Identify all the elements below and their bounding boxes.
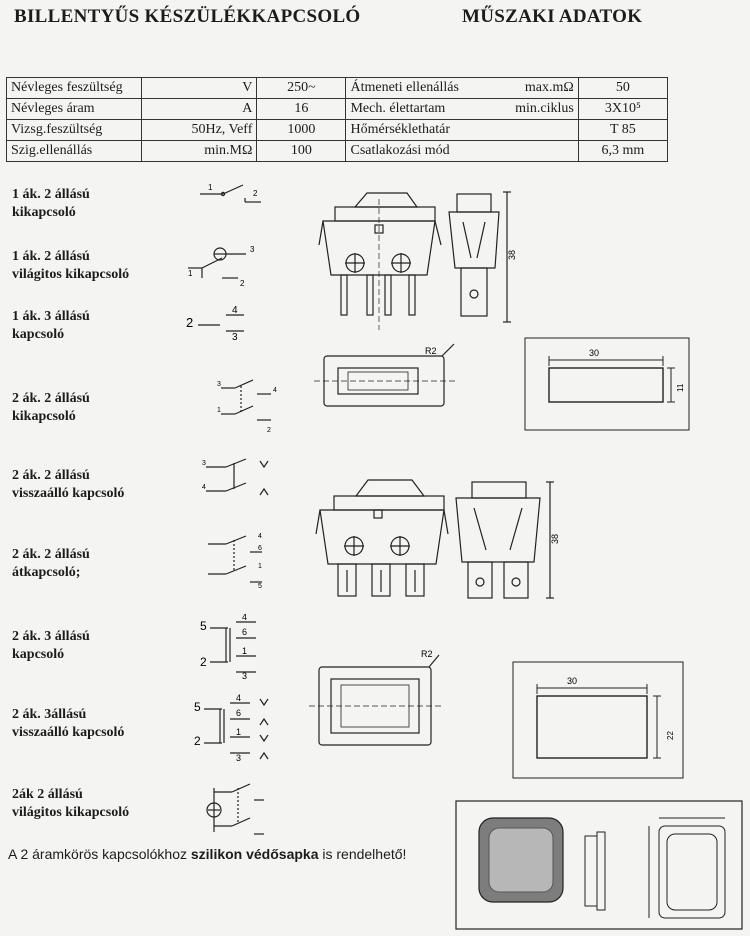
svg-text:3: 3 bbox=[232, 332, 238, 343]
spec-name-2 bbox=[346, 141, 578, 162]
radius-label-2: R2 bbox=[421, 649, 433, 659]
spec-value: 100 bbox=[257, 141, 346, 162]
switch-type-label bbox=[12, 308, 90, 344]
switch-type-line2: kapcsoló bbox=[12, 647, 65, 662]
spec-value: 16 bbox=[257, 99, 346, 120]
spec-value-2: 50 bbox=[578, 78, 667, 99]
spec-row bbox=[7, 141, 668, 162]
spec-label-2: Átmeneti ellenállás bbox=[350, 80, 459, 95]
svg-text:2: 2 bbox=[194, 734, 201, 748]
radius-label-1: R2 bbox=[425, 346, 437, 356]
svg-text:1: 1 bbox=[242, 646, 248, 656]
symbol-1p2pos-lit bbox=[180, 240, 270, 288]
spec-label-2: Mech. élettartam bbox=[350, 101, 446, 116]
spec-name-2 bbox=[346, 99, 578, 120]
switch-front-view-2 bbox=[312, 474, 452, 604]
spec-unit: V bbox=[141, 78, 257, 99]
switch-type-line1: 2 ák. 2 állású bbox=[12, 468, 90, 483]
spec-unit: A bbox=[141, 99, 257, 120]
spec-unit-2: max.mΩ bbox=[524, 80, 574, 95]
spec-unit: 50Hz, Veff bbox=[141, 120, 257, 141]
spec-label-2: Csatlakozási mód bbox=[350, 143, 450, 158]
svg-text:2: 2 bbox=[240, 279, 245, 288]
cutout-width-1: 30 bbox=[589, 348, 600, 358]
svg-text:1: 1 bbox=[236, 727, 242, 737]
svg-text:4: 4 bbox=[202, 484, 206, 491]
switch-type-line1: 2ák 2 állású bbox=[12, 787, 83, 802]
switch-type-line2: kikapcsoló bbox=[12, 409, 76, 424]
svg-text:3: 3 bbox=[236, 753, 242, 763]
spec-name-2 bbox=[346, 120, 578, 141]
switch-type-line1: 1 ák. 2 állású bbox=[12, 249, 90, 264]
spec-row bbox=[7, 99, 668, 120]
spec-value-2: T 85 bbox=[578, 120, 667, 141]
spec-unit: min.MΩ bbox=[141, 141, 257, 162]
silicone-cap-illustration bbox=[455, 800, 745, 932]
spec-row bbox=[7, 78, 668, 99]
svg-text:5: 5 bbox=[200, 619, 207, 633]
switch-type-line1: 2 ák. 2 állású bbox=[12, 391, 90, 406]
svg-text:4: 4 bbox=[232, 305, 238, 316]
spec-unit-2: min.ciklus bbox=[515, 101, 574, 116]
switch-type-line2: világitos kikapcsoló bbox=[12, 805, 130, 820]
switch-type-line2: kikapcsoló bbox=[12, 205, 76, 220]
switch-type-label bbox=[12, 186, 90, 222]
symbol-2p2pos-off bbox=[215, 376, 285, 436]
svg-text:5: 5 bbox=[258, 583, 262, 590]
symbol-2p3pos bbox=[196, 614, 276, 680]
svg-text:2: 2 bbox=[200, 655, 207, 669]
switch-side-view-2 bbox=[452, 478, 562, 604]
switch-top-view-1 bbox=[310, 340, 460, 420]
spec-row bbox=[7, 120, 668, 141]
svg-text:1: 1 bbox=[208, 183, 213, 192]
switch-type-line2: átkapcsoló; bbox=[12, 565, 81, 580]
symbol-2p2pos-return bbox=[200, 455, 280, 505]
switch-type-line1: 2 ák. 3 állású bbox=[12, 629, 90, 644]
switch-type-line1: 2 ák. 3állású bbox=[12, 707, 87, 722]
switch-type-label bbox=[12, 706, 124, 742]
svg-text:4: 4 bbox=[258, 533, 262, 540]
svg-text:6: 6 bbox=[236, 708, 242, 718]
footer-note: A 2 áramkörös kapcsolókhoz szilikon védősapka is rendelhető! bbox=[8, 846, 407, 862]
spec-label-2: Hőmérséklethatár bbox=[350, 122, 450, 137]
spec-name: Vizsg.feszültség bbox=[7, 120, 142, 141]
spec-name: Szig.ellenállás bbox=[7, 141, 142, 162]
symbol-2p2pos-changeover bbox=[200, 530, 280, 590]
switch-side-view-1 bbox=[445, 188, 525, 334]
switch-type-line2: kapcsoló bbox=[12, 327, 65, 342]
svg-text:4: 4 bbox=[236, 693, 242, 703]
svg-text:3: 3 bbox=[217, 381, 221, 388]
switch-front-view-1 bbox=[315, 185, 445, 335]
switch-type-line2: visszaálló kapcsoló bbox=[12, 725, 125, 740]
switch-type-line1: 2 ák. 2 állású bbox=[12, 547, 90, 562]
spec-name: Névleges feszültség bbox=[7, 78, 142, 99]
svg-text:4: 4 bbox=[273, 387, 277, 394]
spec-name: Névleges áram bbox=[7, 99, 142, 120]
height-dimension-2: 38 bbox=[550, 533, 560, 544]
spec-table bbox=[6, 77, 668, 162]
switch-type-line2: világitos kikapcsoló bbox=[12, 267, 130, 282]
svg-text:2: 2 bbox=[186, 315, 194, 330]
svg-text:3: 3 bbox=[250, 245, 255, 254]
svg-text:3: 3 bbox=[202, 460, 206, 467]
switch-type-label bbox=[12, 467, 124, 503]
switch-top-view-2 bbox=[305, 645, 445, 755]
spec-value: 250~ bbox=[257, 78, 346, 99]
switch-type-line1: 1 ák. 2 állású bbox=[12, 187, 90, 202]
panel-cutout-1 bbox=[523, 336, 693, 434]
switch-type-line1: 1 ák. 3 állású bbox=[12, 309, 90, 324]
svg-text:1: 1 bbox=[188, 269, 193, 278]
spec-value: 1000 bbox=[257, 120, 346, 141]
svg-text:1: 1 bbox=[258, 563, 262, 570]
symbol-2p2pos-lit bbox=[198, 780, 278, 840]
switch-type-label bbox=[12, 546, 90, 582]
note-highlight: szilikon védősapka bbox=[190, 846, 319, 862]
symbol-2p3pos-return bbox=[190, 693, 280, 765]
height-dimension-1: 38 bbox=[507, 249, 517, 260]
panel-cutout-2 bbox=[511, 660, 685, 780]
spec-name-2 bbox=[346, 78, 578, 99]
symbol-1p2pos-off bbox=[195, 180, 275, 210]
switch-type-label bbox=[12, 248, 129, 284]
svg-text:5: 5 bbox=[194, 700, 201, 714]
cutout-width-2: 30 bbox=[567, 676, 578, 686]
svg-text:4: 4 bbox=[242, 614, 248, 622]
section-title: MŰSZAKI ADATOK bbox=[462, 6, 643, 27]
spec-value-2: 6,3 mm bbox=[578, 141, 667, 162]
cutout-height-1: 11 bbox=[676, 383, 685, 392]
switch-type-line2: visszaálló kapcsoló bbox=[12, 486, 125, 501]
svg-text:6: 6 bbox=[242, 627, 248, 637]
symbol-1p3pos bbox=[184, 305, 264, 343]
svg-text:2: 2 bbox=[253, 189, 258, 198]
cutout-height-2: 22 bbox=[666, 731, 675, 740]
svg-text:6: 6 bbox=[258, 545, 262, 552]
svg-text:3: 3 bbox=[242, 671, 248, 680]
switch-type-label bbox=[12, 390, 90, 426]
page-title: BILLENTYŰS KÉSZÜLÉKKAPCSOLÓ bbox=[14, 6, 361, 27]
svg-text:2: 2 bbox=[267, 427, 271, 434]
svg-text:1: 1 bbox=[217, 407, 221, 414]
switch-type-label bbox=[12, 628, 90, 664]
spec-value-2: 3X10⁵ bbox=[578, 99, 667, 120]
switch-type-label bbox=[12, 786, 129, 822]
